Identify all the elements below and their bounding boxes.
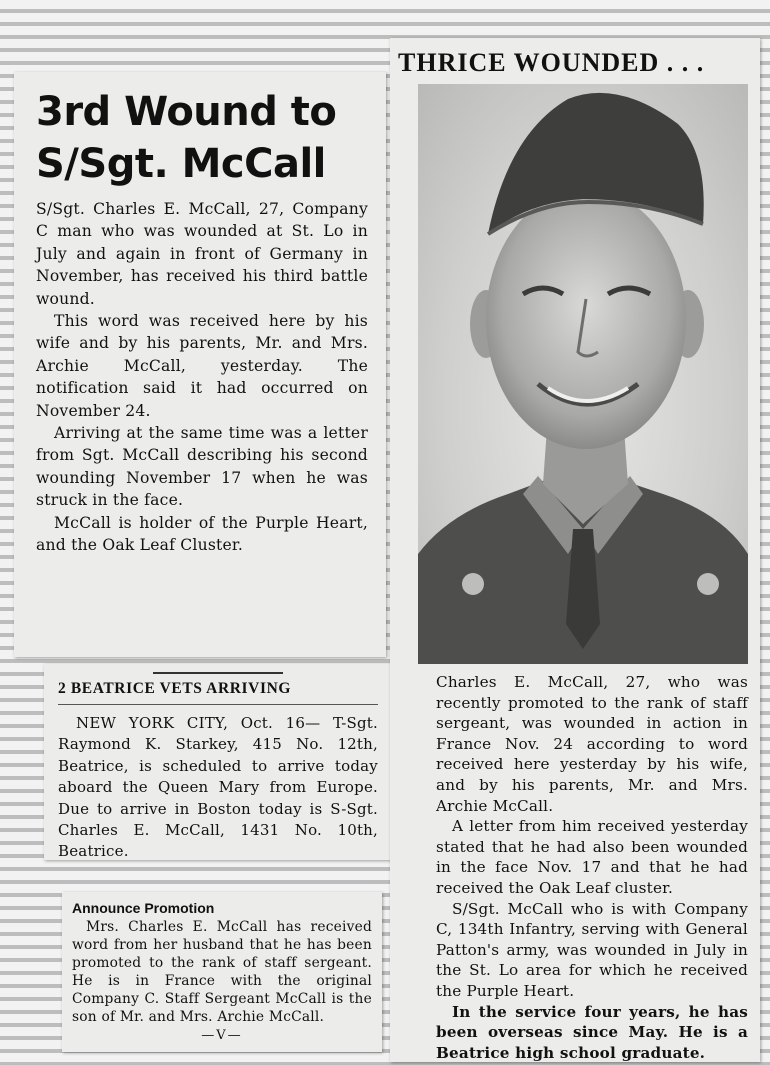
headline-third-wound <box>36 86 368 190</box>
article-body <box>72 918 372 1026</box>
paragraph: A letter from him received yesterday stated that he had also been wounded in the face Nov. 17 and that he had received the Oak Leaf cluster. <box>436 817 748 897</box>
paragraph: Mrs. Charles E. McCall has received word from her husband that he has been promoted to the rank of staff sergeant. He is in France with the original Company C. Staff Sergeant McCall is the son of Mr. and Mrs. Archie McCall. <box>72 919 372 1025</box>
clipping-beatrice-vets <box>44 664 392 860</box>
headline-announce-promotion: Announce Promotion <box>72 900 215 916</box>
divider <box>153 672 283 674</box>
article-body <box>36 198 368 557</box>
headline-line-2: S/Sgt. McCall <box>36 141 326 187</box>
article-body <box>58 713 378 863</box>
paragraph: S/Sgt. McCall who is with Company C, 134th Infantry, serving with General Patton's army, was wounded in July in the St. Lo area for which he received the Purple Heart. <box>436 899 748 1000</box>
headline-line-1: 3rd Wound to <box>36 89 337 135</box>
portrait-photo <box>418 84 748 664</box>
clipping-announce-promotion <box>62 892 382 1052</box>
paragraph: S/Sgt. Charles E. McCall, 27, Company C man who was wounded at St. Lo in July and again in front of Germany in November, has received his third battle wound. <box>36 200 368 308</box>
paragraph: Arriving at the same time was a letter from Sgt. McCall describing his second wounding November 17 when he was struck in the face. <box>36 424 368 510</box>
photo-caption <box>398 672 752 1063</box>
clipping-third-wound <box>14 72 386 657</box>
headline-beatrice-vets: 2 BEATRICE VETS ARRIVING <box>58 680 378 705</box>
paragraph: Charles E. McCall, 27, who was recently promoted to the rank of staff sergeant, was wounded in action in France Nov. 24 according to word received here yesterday by his wife, and by his parents, Mr. and Mrs. Archie McCall. <box>436 673 748 815</box>
clipping-thrice-wounded <box>390 38 760 1062</box>
paragraph: McCall is holder of the Purple Heart, and the Oak Leaf Cluster. <box>36 513 368 555</box>
paragraph: This word was received here by his wife and by his parents, Mr. and Mrs. Archie McCall, yesterday. The notification said it had occurred on November 24. <box>36 312 368 420</box>
separator-mark: —V— <box>201 1028 243 1043</box>
paragraph: NEW YORK CITY, Oct. 16— T-Sgt. Raymond K. Starkey, 415 No. 12th, Beatrice, is scheduled to arrive today aboard the Queen Mary from Europe. Due to arrive in Boston today is S-Sgt. Charles E. McCall, 1431 No. 10th, Beatrice. <box>58 714 378 861</box>
headline-thrice-wounded: THRICE WOUNDED . . . <box>398 48 705 77</box>
soldier-portrait-icon <box>418 84 748 664</box>
paragraph: In the service four years, he has been overseas since May. He is a Beatrice high school graduate. <box>436 1002 748 1062</box>
